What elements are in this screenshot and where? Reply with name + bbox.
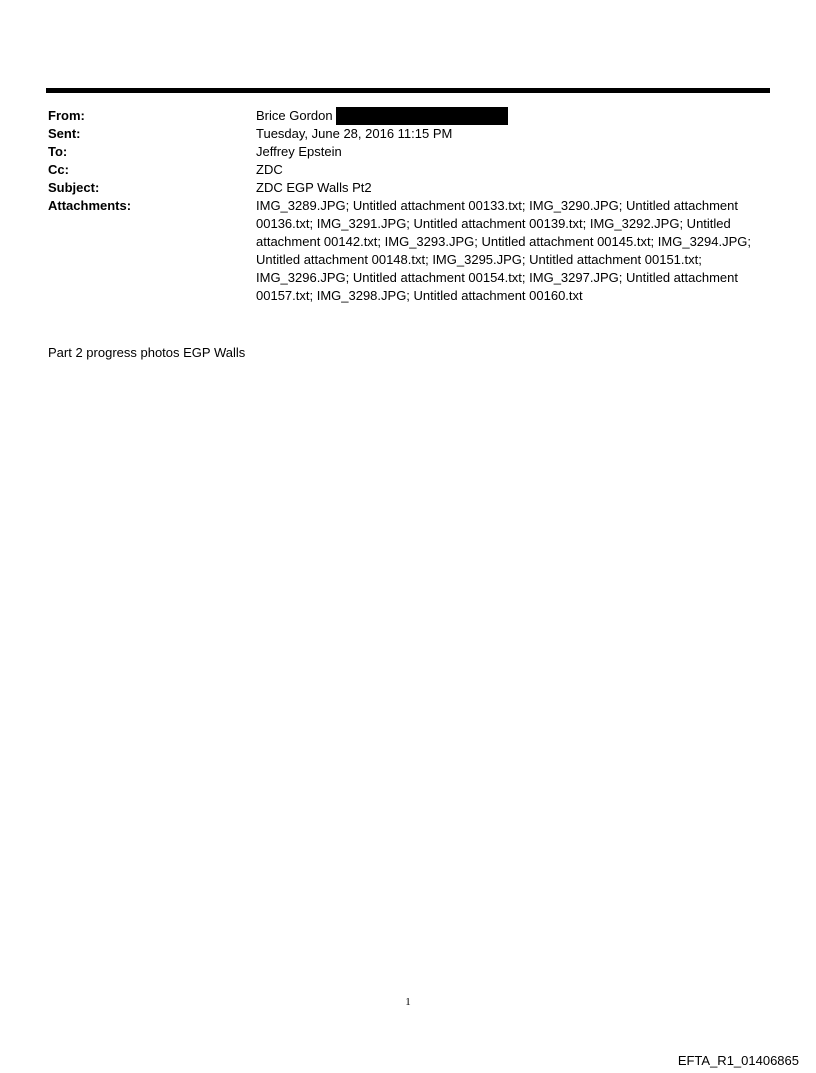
document-id: EFTA_R1_01406865 [677, 1053, 799, 1068]
from-value [256, 107, 758, 125]
subject-row [48, 179, 758, 197]
subject-value: ZDC EGP Walls Pt2 [256, 180, 372, 195]
page-number: 1 [405, 996, 411, 1008]
to-label: To: [48, 144, 68, 159]
email-body: Part 2 progress photos EGP Walls [48, 345, 246, 360]
sent-row [48, 125, 758, 143]
to-row [48, 143, 758, 161]
email-header [48, 107, 758, 305]
redaction-box [336, 107, 508, 125]
from-label: From: [48, 108, 85, 123]
attachments-value: IMG_3289.JPG; Untitled attachment 00133.txt; IMG_3290.JPG; Untitled attachment 00136.txt; IMG_3291.JPG; Untitled attachment 00139.txt; IMG_3292.JPG; Untitled attachment 00142.txt; IMG_3293.JPG; Untitled attachment 00145.txt; IMG_3294.JPG; Untitled attachment 00148.txt; IMG_3295.JPG; Untitled attachment 00151.txt; IMG_3296.JPG; Untitled attachment 00154.txt; IMG_3297.JPG; Untitled attachment 00157.txt; IMG_3298.JPG; Untitled attachment 00160.txt [256, 198, 751, 303]
subject-label: Subject: [48, 180, 100, 195]
to-value: Jeffrey Epstein [256, 144, 342, 159]
sent-label: Sent: [48, 126, 81, 141]
attachments-label: Attachments: [48, 198, 132, 213]
cc-label: Cc: [48, 162, 69, 177]
cc-value: ZDC [256, 162, 283, 177]
sender-name: Brice Gordon [256, 108, 333, 123]
cc-row [48, 161, 758, 179]
header-divider [46, 88, 770, 93]
attachments-row [48, 197, 758, 305]
from-row [48, 107, 758, 125]
sent-value: Tuesday, June 28, 2016 11:15 PM [256, 126, 453, 141]
